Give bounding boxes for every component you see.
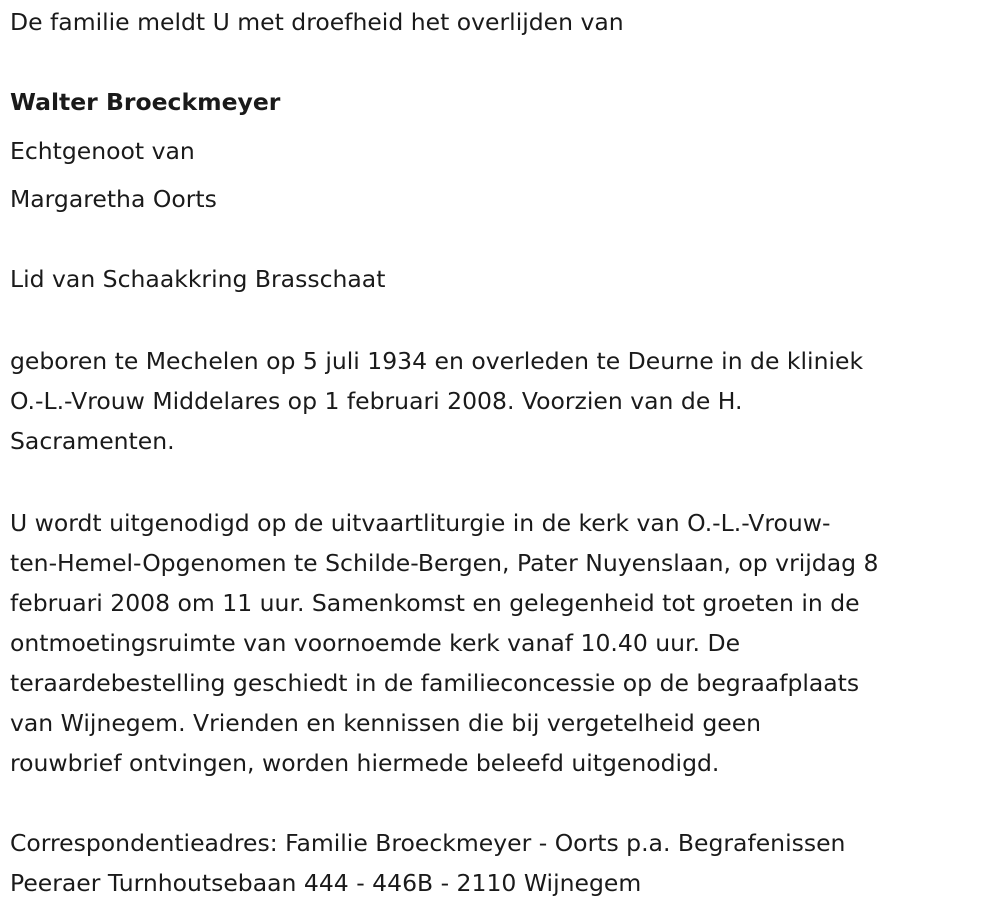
- paragraph-line: ten-Hemel-Opgenomen te Schilde-Bergen, Pater Nuyenslaan, op vrijdag 8: [10, 549, 879, 577]
- spouse-name: Margaretha Oorts: [10, 185, 217, 213]
- membership-text: Lid van Schaakkring Brasschaat: [10, 265, 386, 293]
- spouse-label: Echtgenoot van: [10, 137, 195, 165]
- deceased-name: Walter Broeckmeyer: [10, 88, 281, 116]
- paragraph-line: teraardebestelling geschiedt in de familieconcessie op de begraafplaats: [10, 669, 860, 697]
- paragraph-line: van Wijnegem. Vrienden en kennissen die bij vergetelheid geen: [10, 709, 762, 737]
- paragraph-line: februari 2008 om 11 uur. Samenkomst en gelegenheid tot groeten in de: [10, 589, 860, 617]
- paragraph-line: Correspondentieadres: Familie Broeckmeyer - Oorts p.a. Begrafenissen: [10, 829, 846, 857]
- correspondence-paragraph: [10, 823, 994, 903]
- paragraph-line: O.-L.-Vrouw Middelares op 1 februari 2008. Voorzien van de H.: [10, 387, 743, 415]
- birth-death-paragraph: [10, 341, 994, 461]
- intro-text: De familie meldt U met droefheid het overlijden van: [10, 8, 624, 36]
- paragraph-line: ontmoetingsruimte van voornoemde kerk vanaf 10.40 uur. De: [10, 629, 741, 657]
- paragraph-line: rouwbrief ontvingen, worden hiermede beleefd uitgenodigd.: [10, 749, 720, 777]
- funeral-paragraph: [10, 503, 994, 783]
- paragraph-line: U wordt uitgenodigd op de uitvaartliturgie in de kerk van O.-L.-Vrouw-: [10, 509, 831, 537]
- paragraph-line: Peeraer Turnhoutsebaan 444 - 446B - 2110 Wijnegem: [10, 869, 642, 897]
- paragraph-line: geboren te Mechelen op 5 juli 1934 en overleden te Deurne in de kliniek: [10, 347, 864, 375]
- paragraph-line: Sacramenten.: [10, 427, 175, 455]
